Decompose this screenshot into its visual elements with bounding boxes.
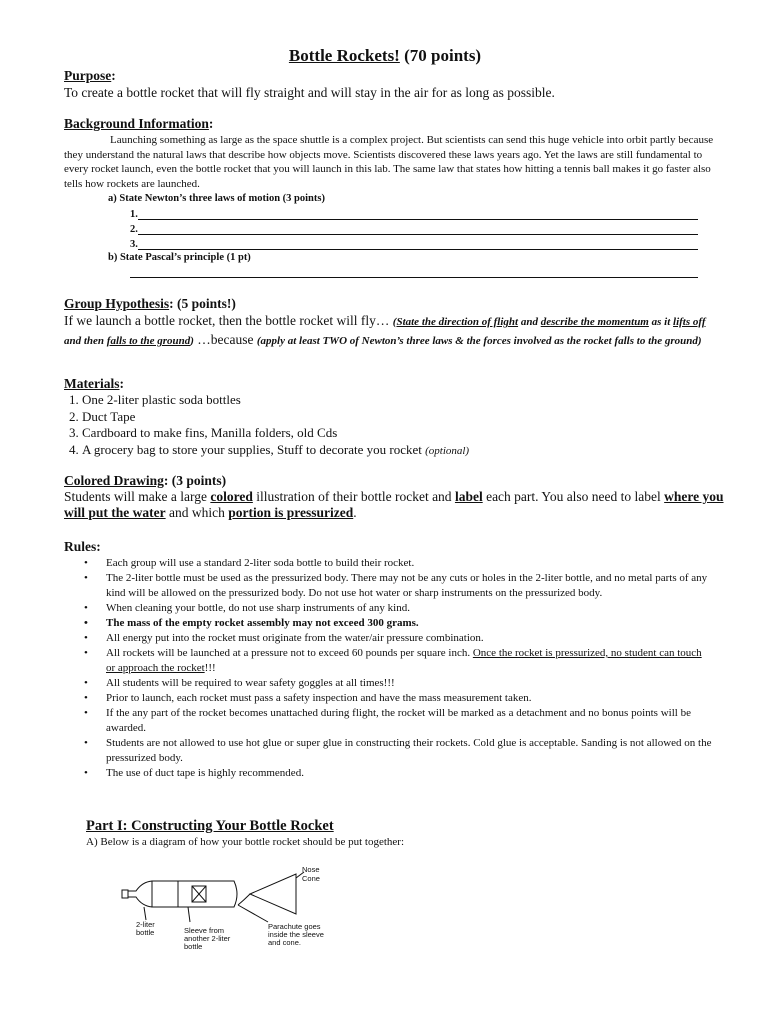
materials-heading: Materials: bbox=[64, 376, 124, 391]
list-item: 4. A grocery bag to store your supplies, Stuff to decorate you rocket (optional) bbox=[82, 442, 469, 460]
list-item: • If the any part of the rocket becomes unattached during flight, the rocket will be marked as a detachment and no bonus points will be awarded. bbox=[106, 706, 712, 736]
nose-cone bbox=[250, 874, 296, 914]
answer-line-pascal[interactable] bbox=[130, 266, 702, 278]
list-item: • All students will be required to wear safety goggles at all times!!! bbox=[106, 676, 712, 691]
list-item: • Students are not allowed to use hot glue or super glue in constructing their rockets. Cold glue is acceptable. Sanding is not allowed on the pressurized body. bbox=[106, 736, 712, 766]
list-item: • The 2-liter bottle must be used as the pressurized body. There may not be any cuts or holes in the 2-liter bottle, and no metal parts of any kind will be allowed on the pressurized body. Do not use hot water or sharp instruments on the pressurized body. bbox=[106, 571, 712, 601]
svg-text:Nose: Nose bbox=[302, 865, 320, 874]
purpose-heading: Purpose: bbox=[64, 68, 116, 83]
rules-heading: Rules: bbox=[64, 539, 101, 554]
purpose-text: To create a bottle rocket that will fly straight and will stay in the air for as long as possible. bbox=[64, 85, 555, 100]
list-item: • Each group will use a standard 2-liter soda bottle to build their rocket. bbox=[106, 556, 712, 571]
list-item: • The use of duct tape is highly recommended. bbox=[106, 766, 712, 781]
svg-text:inside the sleeve: inside the sleeve bbox=[268, 930, 324, 939]
list-item: • Prior to launch, each rocket must pass a safety inspection and have the mass measurement taken. bbox=[106, 691, 712, 706]
answer-line-3[interactable]: 3. bbox=[130, 238, 702, 250]
list-item: • All rockets will be launched at a pressure not to exceed 60 pounds per square inch. Once the rocket is pressurized, no student can touch or approach the rocket!!! bbox=[106, 646, 712, 676]
answer-line-2[interactable]: 2. bbox=[130, 223, 702, 235]
list-item: • When cleaning your bottle, do not use sharp instruments of any kind. bbox=[106, 601, 712, 616]
svg-text:another 2-liter: another 2-liter bbox=[184, 934, 231, 943]
part1-instruction: A) Below is a diagram of how your bottle rocket should be put together: bbox=[86, 836, 405, 848]
answer-line-1[interactable]: 1. bbox=[130, 208, 702, 220]
bottle-cap bbox=[122, 890, 128, 898]
drawing-heading: Colored Drawing: (3 points) bbox=[64, 473, 227, 488]
list-item: • All energy put into the rocket must originate from the water/air pressure combination. bbox=[106, 631, 712, 646]
page-title: Bottle Rockets! (70 points) bbox=[288, 46, 482, 65]
list-item: 2. Duct Tape bbox=[82, 409, 469, 426]
svg-text:Parachute goes: Parachute goes bbox=[268, 922, 321, 931]
list-item: 1. One 2-liter plastic soda bottles bbox=[82, 392, 469, 409]
svg-text:and cone.: and cone. bbox=[268, 938, 301, 947]
svg-text:bottle: bottle bbox=[136, 928, 155, 937]
svg-text:Sleeve from: Sleeve from bbox=[184, 926, 225, 935]
hypothesis-heading: Group Hypothesis: (5 points!) bbox=[64, 296, 236, 311]
question-newton: a) State Newton’s three laws of motion (3 points) bbox=[108, 193, 325, 204]
drawing-text: Students will make a large colored illustration of their bottle rocket and label each part. You also need to label where you will put the water and which portion is pressurized. bbox=[64, 489, 724, 520]
list-item: • The mass of the empty rocket assembly may not exceed 300 grams. bbox=[106, 616, 712, 631]
background-paragraph: Launching something as large as the space shuttle is a complex project. But scientists can send this huge vehicle into orbit partly because they understand the natural laws that describe how objects move. Scientists discovered these laws years ago. Yet the laws are still fundamental to every rocket launch, even the bottle rocket that you will launch in this lab. The same law that states how hitting a tennis ball makes it go faster also tells how rockets are launched. bbox=[64, 134, 714, 190]
rules-list bbox=[84, 556, 712, 781]
question-pascal: b) State Pascal’s principle (1 pt) bbox=[108, 252, 251, 263]
rocket-diagram bbox=[116, 860, 366, 956]
materials-list bbox=[64, 392, 469, 459]
bottle-body bbox=[152, 881, 237, 907]
list-item: 3. Cardboard to make fins, Manilla folders, old Cds bbox=[82, 425, 469, 442]
part1-heading: Part I: Constructing Your Bottle Rocket bbox=[86, 818, 334, 834]
svg-text:bottle: bottle bbox=[184, 942, 203, 951]
hypothesis-text: If we launch a bottle rocket, then the bottle rocket will fly… (State the direction of flight and describe the momentum as it lifts off and then falls to the ground) …because (apply at least TWO of Newton’s three laws & the forces involved as the rocket falls to the ground) bbox=[64, 313, 706, 347]
svg-text:Cone: Cone bbox=[302, 874, 320, 883]
bottle-neck bbox=[128, 881, 152, 907]
background-heading: Background Information: bbox=[64, 116, 214, 131]
svg-text:2-liter: 2-liter bbox=[136, 920, 155, 929]
